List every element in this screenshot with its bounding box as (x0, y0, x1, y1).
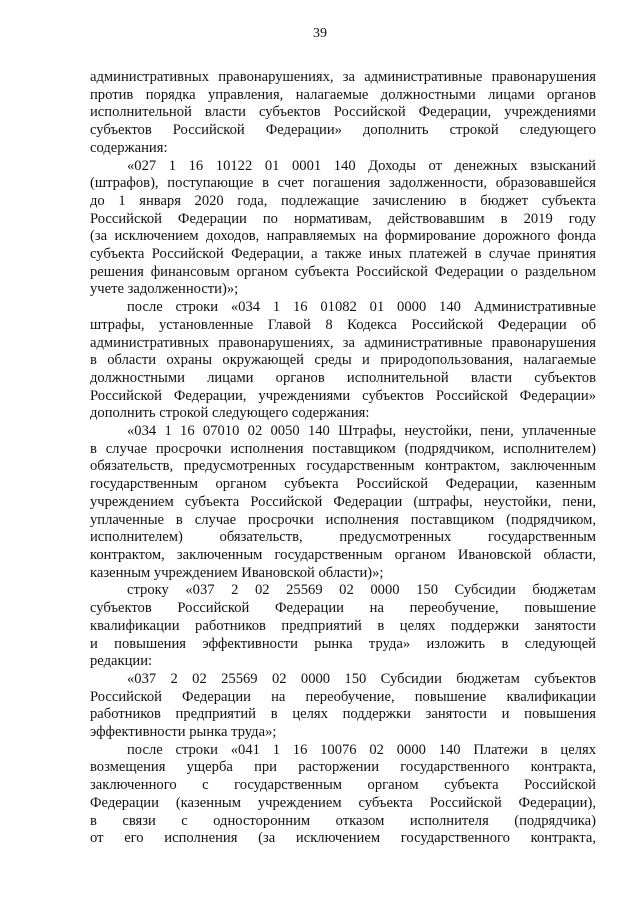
text-line: штрафы, установленные Главой 8 Кодекса Российской Федерации об (90, 316, 596, 333)
text-line: от его исполнения (за исключением государственного контракта, (90, 830, 596, 847)
text-line: субъектов Российской Федерации» дополнить строкой следующего (90, 122, 596, 139)
text-line: исполнителем) обязательств, предусмотренных государственным (90, 529, 596, 546)
text-line: и повышения эффективности рынка труда» изложить в следующей (90, 635, 596, 652)
paragraph (90, 69, 596, 158)
paragraph (90, 671, 596, 742)
page-number: 39 (313, 26, 327, 41)
text-line: Российской Федерации, учреждениями субъектов Российской Федерации» (90, 387, 596, 404)
text-line: обязательств, предусмотренных государственным контрактом, заключенным (90, 458, 596, 475)
paragraph (90, 423, 596, 582)
text-line: работников предприятий в целях поддержки занятости и повышения (90, 706, 596, 723)
text-line: возмещения ущерба при расторжении государственного контракта, (90, 759, 596, 776)
paragraph (90, 742, 596, 848)
paragraph (90, 299, 596, 423)
text-line: заключенного с государственным органом субъекта Российской (90, 777, 596, 794)
text-line: квалификации работников предприятий в целях поддержки занятости (90, 617, 596, 634)
text-line: против порядка управления, налагаемые должностными лицами органов (90, 86, 596, 103)
text-line: учете задолженности)»; (90, 281, 239, 298)
text-line: Федерации (казенным учреждением субъекта Российской Федерации), (90, 794, 596, 811)
text-line: государственным органом субъекта Российской Федерации, казенным (90, 476, 596, 493)
text-line: «027 1 16 10122 01 0001 140 Доходы от денежных взысканий (127, 157, 596, 174)
text-line: содержания: (90, 139, 168, 156)
text-line: субъекта Российской Федерации, а также иных платежей в случае принятия (90, 246, 596, 263)
text-line: до 1 января 2020 года, подлежащие зачислению в бюджет субъекта (90, 192, 596, 209)
text-line: исполнительной власти субъектов Российской Федерации, учреждениями (90, 104, 596, 121)
text-line: в области охраны окружающей среды и природопользования, налагаемые (90, 352, 596, 369)
text-line: дополнить строкой следующего содержания: (90, 405, 370, 422)
text-line: (штрафов), поступающие в счет погашения задолженности, образовавшейся (90, 175, 596, 192)
text-line: в случае просрочки исполнения поставщиком (подрядчиком, исполнителем) (90, 440, 596, 457)
text-line: уплаченные в случае просрочки исполнения поставщиком (подрядчиком, (90, 511, 596, 528)
text-line: (за исключением доходов, направляемых на формирование дорожного фонда (90, 228, 596, 245)
text-line: Российской Федерации на переобучение, повышение квалификации (90, 688, 596, 705)
paragraph (90, 158, 596, 300)
text-line: решения финансовым органом субъекта Российской Федерации о раздельном (90, 263, 596, 280)
text-line: должностными лицами органов исполнительной власти субъектов (90, 369, 596, 386)
text-line: административных правонарушениях, за административные правонарушения (90, 69, 596, 85)
text-line: строку «037 2 02 25569 02 0000 150 Субсидии бюджетам (127, 582, 596, 599)
text-line: редакции: (90, 653, 153, 670)
text-line: контрактом, заключенным государственным органом Ивановской области, (90, 546, 596, 563)
document-body (90, 69, 596, 848)
text-line: Российской Федерации по нормативам, действовавшим в 2019 году (90, 210, 596, 227)
text-line: эффективности рынка труда»; (90, 724, 277, 741)
text-line: казенным учреждением Ивановской области)»; (90, 564, 384, 581)
paragraph (90, 582, 596, 671)
text-line: учреждением субъекта Российской Федерации (штрафы, неустойки, пени, (90, 493, 596, 510)
text-line: «034 1 16 07010 02 0050 140 Штрафы, неустойки, пени, уплаченные (127, 423, 596, 440)
text-line: после строки «034 1 16 01082 01 0000 140 Административные (127, 299, 596, 316)
text-line: в связи с односторонним отказом исполнителя (подрядчика) (90, 812, 596, 829)
text-line: «037 2 02 25569 02 0000 150 Субсидии бюджетам субъектов (127, 670, 596, 687)
text-line: субъектов Российской Федерации на переобучение, повышение (90, 600, 596, 617)
text-line: после строки «041 1 16 10076 02 0000 140 Платежи в целях (127, 741, 596, 758)
text-line: административных правонарушениях, за административные правонарушения (90, 334, 596, 351)
